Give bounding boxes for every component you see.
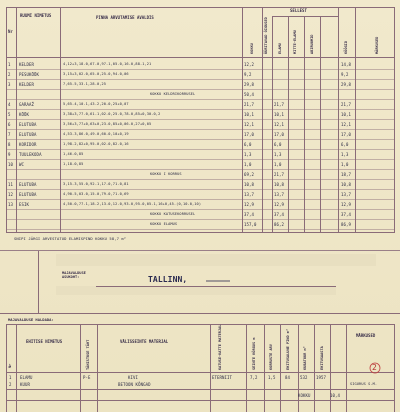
top-row-4-formula: KOKKU KELDRIKORRUSEL xyxy=(150,92,196,96)
top-row-16-formula: KOKKU KATUSEKORRUSEL xyxy=(150,212,196,216)
header-auxiliary: ABIRUUMID xyxy=(310,34,314,54)
top-row-12-x: 18,7 xyxy=(341,172,352,177)
header-rent: ÜÜRITAVAD ÕIGUSED xyxy=(264,17,268,54)
top-row-10-no: 9 xyxy=(8,152,11,157)
top-row-12-v: 21,7 xyxy=(274,172,285,177)
top-row-7-total: 12,1 xyxy=(244,122,255,127)
top-row-13-total: 10,8 xyxy=(244,182,255,187)
top-row-16-total: 37,4 xyxy=(244,212,255,217)
top-row-10-total: 1,3 xyxy=(244,152,252,157)
bottom-header-floors: KORRUSTE ARV xyxy=(269,344,273,370)
top-row-11-formula: 1,18-0,85 xyxy=(63,162,84,166)
top-row-14-formula: 4,90-5,03-0,15-0,79-0,71-0,69 xyxy=(63,192,129,196)
top-row-8-total: 17,0 xyxy=(244,132,255,137)
top-row-3-total: 29,8 xyxy=(244,82,255,87)
top-row-5-no: 4 xyxy=(8,102,11,107)
owner-location-label: MAJAVALDUSE ASUKOHT: xyxy=(62,271,86,279)
top-row-11-no: 10 xyxy=(8,162,14,167)
header-sellest: SELLEST xyxy=(290,8,307,13)
top-row-13-name: ELUTUBA xyxy=(19,182,37,187)
bottom-row-1-name: ELAMU xyxy=(20,375,33,380)
top-row-13-v: 10,8 xyxy=(274,182,285,187)
top-row-7-x: 12,1 xyxy=(341,122,352,127)
top-row-9-name: KORIDOR xyxy=(19,142,37,147)
top-row-15-formula: 4,50-0,77-1,18-2,13-0,12-0,93-0,95-0,05-1,16+0,45-(0,10-0,10) xyxy=(63,202,202,206)
top-row-3-name: KELDER xyxy=(19,82,35,87)
bottom-row-2-material: BETOON KÕNGAD xyxy=(118,382,151,387)
top-row-9-no: 8 xyxy=(8,142,11,147)
top-row-15-no: 13 xyxy=(8,202,14,207)
top-row-13-x: 10,8 xyxy=(341,182,352,187)
bottom-header-name: EHITISE NIMETUS xyxy=(26,339,63,344)
top-row-6-x: 10,1 xyxy=(341,112,352,117)
bottom-header-material: VÄLISSEINTE MATERJAL xyxy=(120,339,169,344)
top-row-11-x: 1,0 xyxy=(341,162,349,167)
bottom-header-roof: KATUSE-KATTE MATERJAL xyxy=(218,324,222,370)
top-row-8-name: ELUTUBA xyxy=(19,132,37,137)
top-row-6-formula: 3,38+3,77-0,61-1,02-0,25-0,78-0,85+0,30-0,2 xyxy=(63,112,161,116)
header-remarks: MÄRKUSED xyxy=(375,36,379,54)
bottom-row-1-letter: P-E xyxy=(83,375,91,380)
top-row-5-total: 21,7 xyxy=(244,102,255,107)
bottom-row-1-area: 84 xyxy=(285,375,291,380)
bottom-row-2-name: KUUR xyxy=(20,382,31,387)
bottom-total-label: KOKKU xyxy=(298,393,311,398)
top-row-10-name: TUULEKODA xyxy=(19,152,42,157)
top-row-2-name: PESUKÖÖK xyxy=(19,72,40,77)
top-row-1-total: 12,2 xyxy=(244,62,255,67)
top-row-1-name: KELDER xyxy=(19,62,35,67)
top-row-4-total: 50,4 xyxy=(244,92,255,97)
bottom-header-letter: TÄHISTUSE TÄHT xyxy=(86,339,90,370)
summary-line: SNIPI JÄRGI ARVESTATUD ELAMISPIND KOKKU 58,7 m² xyxy=(14,236,127,241)
top-row-11-v: 1,0 xyxy=(274,162,282,167)
top-row-13-no: 11 xyxy=(8,182,14,187)
bottom-row-1-roof: ETERNIIT xyxy=(212,375,233,380)
bottom-row-2-no: 2 xyxy=(9,382,12,387)
top-row-17-total: 157,0 xyxy=(244,222,257,227)
top-row-11-total: 1,0 xyxy=(244,162,252,167)
top-row-14-no: 12 xyxy=(8,192,14,197)
top-row-14-total: 13,7 xyxy=(244,192,255,197)
top-row-2-total: 9,2 xyxy=(244,72,252,77)
top-row-10-v: 1,3 xyxy=(274,152,282,157)
bottom-header-remarks: MÄRKUSED xyxy=(356,333,376,338)
bottom-row-1-walls-height: 7,2 xyxy=(250,375,258,380)
top-row-11-name: WC xyxy=(19,162,25,167)
red-circle-mark xyxy=(370,363,380,373)
bottom-header-row-no: Nr xyxy=(8,363,12,368)
header-row-no: Nr xyxy=(8,29,13,34)
top-row-6-v: 10,1 xyxy=(274,112,285,117)
top-row-17-v: 86,2 xyxy=(274,222,285,227)
top-row-10-x: 1,3 xyxy=(341,152,349,157)
bottom-row-1-cubature: 532 xyxy=(300,375,308,380)
top-row-12-total: 69,2 xyxy=(244,172,255,177)
top-row-1-formula: 4,12+3,18-0,67-0,97-1,05-0,16-0,88-1,21 xyxy=(63,62,152,66)
top-row-15-x: 12,9 xyxy=(341,202,352,207)
section-label: MAJAVALDUSE HALDADA: xyxy=(8,317,54,322)
top-row-14-v: 13,7 xyxy=(274,192,285,197)
top-row-2-formula: 3,15+3,02-0,65-0,25-0,94-0,06 xyxy=(63,72,129,76)
top-row-17-formula: KOKKU ELAMUS xyxy=(150,222,178,226)
bottom-row-1-remark-mark: 2 xyxy=(372,363,377,372)
top-row-2-no: 2 xyxy=(8,72,11,77)
top-row-7-v: 12,1 xyxy=(274,122,285,127)
top-row-13-formula: 3,15-3,55-0,92-1,17-0,71-0,81 xyxy=(63,182,129,186)
bottom-row-1-floors: 1,5 xyxy=(268,375,276,380)
top-row-6-total: 10,1 xyxy=(244,112,255,117)
top-row-3-no: 3 xyxy=(8,82,11,87)
top-row-16-v: 37,4 xyxy=(274,212,285,217)
bottom-row-1-no: 1 xyxy=(9,375,12,380)
header-living: ELAMU xyxy=(278,43,282,54)
bottom-header-year: EHITUSAASTA xyxy=(320,346,324,370)
top-row-6-name: KÖÖK xyxy=(19,112,30,117)
top-row-7-no: 6 xyxy=(8,122,11,127)
top-row-5-v: 21,7 xyxy=(274,102,285,107)
top-row-5-formula: 5,65-4,10-1,43-2,20-0,25+0,07 xyxy=(63,102,129,106)
top-row-9-total: 6,0 xyxy=(244,142,252,147)
bottom-header-walls-height: SEINTE KÕRGUS m xyxy=(252,337,256,370)
header-non-living: MITTE-ELAMU xyxy=(293,30,297,54)
bottom-row-1-material: KIVI xyxy=(128,375,139,380)
top-row-5-name: GARAAŽ xyxy=(19,102,35,107)
top-row-15-total: 12,9 xyxy=(244,202,255,207)
top-row-15-v: 12,9 xyxy=(274,202,285,207)
top-row-10-formula: 1,46-0,85 xyxy=(63,152,84,156)
top-row-8-v: 17,0 xyxy=(274,132,285,137)
header-room-formula: PINNA ARVUTAMISE AVALDIS xyxy=(96,15,154,20)
top-row-16-x: 37,4 xyxy=(341,212,352,217)
top-row-15-name: ESIK xyxy=(19,202,30,207)
city-name: TALLINN, xyxy=(148,275,188,284)
top-row-7-formula: 3,56+3,77+0,63+0,23-0,85+0,06-0,27+0,05 xyxy=(63,122,152,126)
top-row-12-formula: KOKKU I KORRUS xyxy=(150,172,182,176)
top-row-2-x: 9,2 xyxy=(341,72,349,77)
top-row-5-x: 21,7 xyxy=(341,102,352,107)
top-row-3-x: 29,8 xyxy=(341,82,352,87)
top-row-7-name: ELUTUBA xyxy=(19,122,37,127)
header-kitchen: KÖÖGID xyxy=(344,41,348,54)
bottom-header-building-area: EHITUSALUNE PIND m² xyxy=(286,328,290,370)
header-room-name: RUUMI NIMETUS xyxy=(20,13,52,18)
top-row-8-no: 7 xyxy=(8,132,11,137)
bottom-total-value: 10,4 xyxy=(330,393,341,398)
top-row-1-x: 14,8 xyxy=(341,62,352,67)
top-row-8-x: 17,0 xyxy=(341,132,352,137)
top-row-17-x: 86,9 xyxy=(341,222,352,227)
top-row-8-formula: 4,53-3,86-0,49-0,60-0,10+0,19 xyxy=(63,132,129,136)
header-total: KOKKU xyxy=(250,43,254,54)
top-row-3-formula: 7,65-5,33-1,28-0,25 xyxy=(63,82,107,86)
bottom-row-1-year: 1957 xyxy=(316,375,327,380)
top-row-9-formula: 1,98-2,82+0,95-0,02-0,82-0,16 xyxy=(63,142,129,146)
top-row-9-x: 6,0 xyxy=(341,142,349,147)
top-row-6-no: 5 xyxy=(8,112,11,117)
top-row-14-x: 13,7 xyxy=(341,192,352,197)
bottom-header-cubature: KUBATUUR m³ xyxy=(303,346,307,370)
top-row-9-v: 6,0 xyxy=(274,142,282,147)
top-row-1-no: 1 xyxy=(8,62,11,67)
top-row-14-name: ELUTUBA xyxy=(19,192,37,197)
bottom-row-2-remark: SIGURUS S.M. xyxy=(350,382,378,386)
